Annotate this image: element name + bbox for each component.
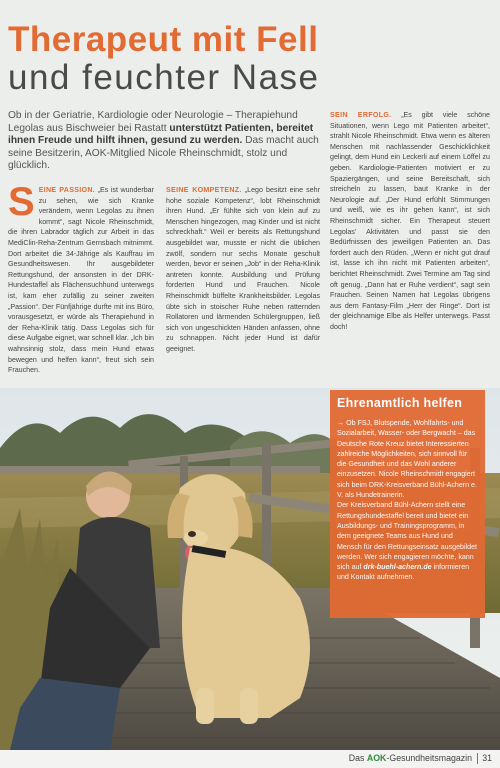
page-number: 31 [482,753,492,763]
magazine-name [349,753,472,763]
section-heading-erfolg: SEIN ERFOLG. [330,111,392,119]
section-heading-passion: EINE PASSION. [38,186,96,194]
page-footer [0,750,500,768]
info-box-paragraph-2 [337,500,478,582]
info-box-title: Ehrenamtlich helfen [337,396,463,410]
footer-prefix: Das [348,753,367,763]
article-column-3 [330,110,490,332]
info-box-paragraph-1: → Ob FSJ, Blutspende, Wohlfahrts- und Sozialarbeit, Wasser- oder Bergwacht – das Deutsche Rote Kreuz bietet Interessierten zahlreiche Möglichkeiten, sich sinnvoll für die Gesundheit und das Wohl anderer einzusetzen. Nicole Rheinschmidt engagiert sich beim DRK-Kreisverband Bühl-Achern e. V. als Hundetrainerin. [337,419,477,500]
intro-text-bold: unterstützt Patienten, bereitet ihnen Freude und hilft ihnen, gesund zu werden. [8,122,314,147]
intro-text-start: Ob in der Geriatrie, Kardiologie oder Neurologie – Therapiehund Legolas aus Bischweier bei Rastatt [8,110,298,134]
footer-divider [477,753,478,764]
intro-text-end: Das macht auch seine Besitzerin, AOK-Mitglied Nicole Rheinschmidt, stolz und glücklich. [8,135,319,172]
aok-brand: AOK [366,753,387,763]
article-column-2 [166,185,320,355]
section-text-passion: „Es ist wunderbar zu sehen, wie sich Kranke verändern, wenn Legolas zu ihnen kommt“, sagt Nicole Rheinschmidt, die ihren Labrador täglich zur Arbeit in das MediClin-Reha-Zentrum Gernsbach mitnimmt. Dort arbeitet die 34-Jährige als Kauffrau im Gesundheitswesen. Ihr ausgebildeter Rettungshund, der ansonsten in der DRK-Hundestaffel als Flächensuchhund unterwegs ist, kam eher zufällig zu seiner zweiten „Passion“. Der Fünfjährige durfte mit ins Büro, vorausgesetzt, er würde als Therapiehund in der Reha-Klinik tätig. Dass Legolas sich für diese Aufgabe eignet, war schnell klar. „Ich bin wahnsinnig stolz, dass mein Hund etwas bewegen und helfen kann“, freut sich sein Frauchen. [8,186,154,375]
info-box-text-3: informieren und Kontakt aufnehmen. [337,563,470,582]
headline-line-2: und feuchter Nase [8,58,320,97]
intro-paragraph [8,110,326,173]
info-box-text-2: Der Kreisverband Bühl-Achern stellt eine Rettungshundestaffel bereit und bietet ein Ausbildungs- und Trainingsprogramm, in dem geeignete Teams aus Hund und Mensch für den Rettungseinsatz ausgebildet werden. Wer sich engagieren möchte, kann sich auf [337,501,477,572]
section-heading-kompetenz: SEINE KOMPETENZ. [166,186,242,194]
article-column-1 [8,180,154,376]
section-text-kompetenz: „Lego besitzt eine sehr hohe soziale Kompetenz“, lobt Rheinschmidt ihren Hund. „Er fühlte sich von klein auf zu Menschen hingezogen, mag Kinder und ist nicht schreckhaft.“ Weil er bereits als Rettungshund ausgebildet war, musste er nicht die üblichen zwölf, sondern nur sechs Monate geschult werden, bevor er seinen „Job“ in der Reha-Klinik antreten konnte. Ausbildung und Prüfung forderten Hund und Frauchen. Nicole Rheinschmidt büffelte Krankheitsbilder. Legolas übte sich in stoischer Ruhe neben ratternden Rollatoren und lärmenden Schülergruppen, ließ sich von ungeschickten Händen anfassen, ohne zu schnappen. Nicht jeder Hund ist dafür geeignet. [166,186,320,353]
drop-cap: S [8,180,35,224]
section-text-erfolg: „Es gibt viele schöne Situationen, wenn Lego mit Patienten arbeitet“, strahlt Nicole Rheinschmidt. Etwa wenn es älteren Menschen mit nachlassender Geschicklichkeit gelingt, dem Hund ein Leckerli auf einem Löffel zu geben. Kardiologie-Patienten motiviert er zu Spaziergängen, und seine Bereitschaft, sich streicheln zu lassen, baut Kranke in der Neurologie auf. „Der Hund erfühlt Stimmungen und weiß, wie es ihr gehen kann“, ist sich Rheinschmidt sicher. Ein Therapeut steuert Legolas’ Aktivitäten und passt sie den Bedürfnissen des jeweiligen Patienten an. Das fordert auch den Rüden. „Wenn er nicht gut drauf ist, lasse ich ihn nicht mit Patienten arbeiten“, berichtet Rheinschmidt. Zwei Termine am Tag sind oft genug. „Dann hat er Ruhe verdient“, sagt sein Frauchen. Seinen Namen hat Legolas übrigens aus dem Fantasy-Film „Herr der Ringe“. Dort ist der gleichnamige Elbe als Helfer unterwegs. Passt doch! [330,111,490,331]
drk-website-link[interactable]: drk-buehl-achern.de [363,563,432,572]
info-box-ehrenamt [330,390,485,618]
headline-line-1: Therapeut mit Fell [8,20,319,59]
footer-suffix: -Gesundheitsmagazin [386,753,472,763]
